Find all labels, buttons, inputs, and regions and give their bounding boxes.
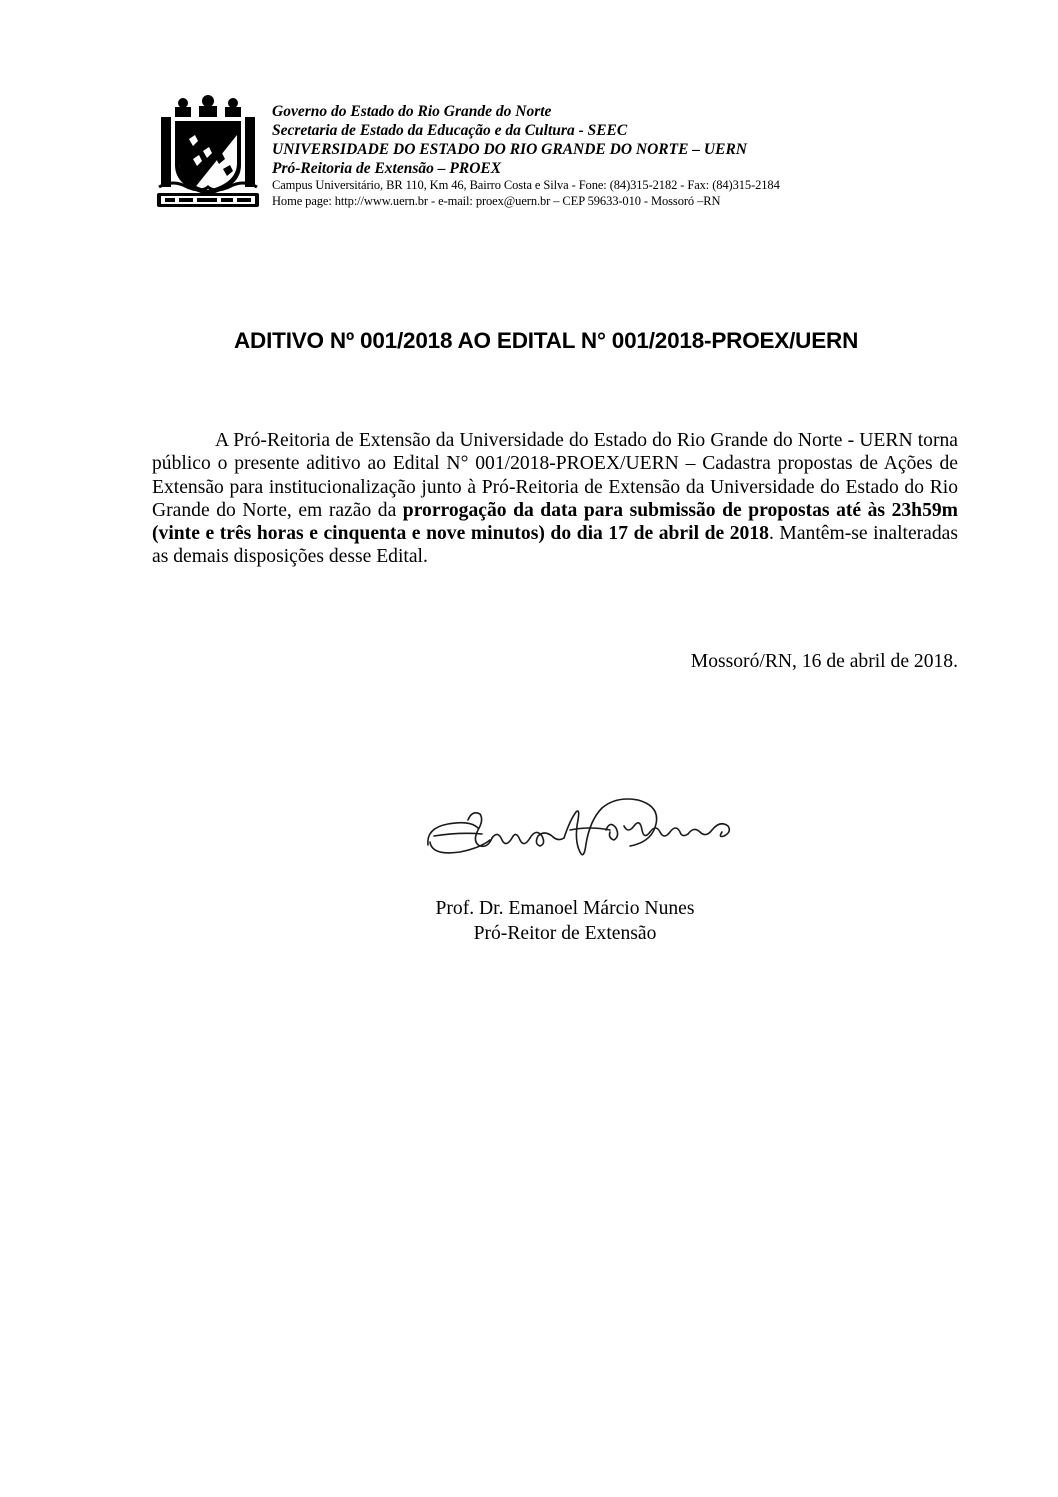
signer-block: [380, 897, 750, 946]
header-government-line: Governo do Estado do Rio Grande do Norte: [272, 103, 552, 120]
signer-name: Prof. Dr. Emanoel Márcio Nunes: [435, 898, 695, 919]
header-secretariat-line: Secretaria de Estado da Educação e da Cultura - SEEC: [272, 122, 628, 139]
body-text-bold: prorrogação da data para submissão de propostas até às 23h59m (vinte e três horas e cinquenta e nove minutos) do dia 17 de abril de 2018: [152, 499, 958, 545]
header-proex-line: Pró-Reitoria de Extensão – PROEX: [272, 160, 502, 177]
body-paragraph: [152, 429, 958, 569]
handwritten-signature: [420, 790, 750, 885]
body-text-part2: . Mantêm-se inalteradas as demais disposições desse Edital.: [152, 523, 958, 568]
date-line: Mossoró/RN, 16 de abril de 2018.: [690, 651, 958, 672]
header-address: Campus Universitário, BR 110, Km 46, Bairro Costa e Silva - Fone: (84)315-2182 - Fax: (84)315-2184: [272, 178, 780, 192]
header-university-line: UNIVERSIDADE DO ESTADO DO RIO GRANDE DO NORTE – UERN: [272, 141, 747, 158]
body-text-part1: A Pró-Reitoria de Extensão da Universidade do Estado do Rio Grande do Norte - UERN torna público o presente aditivo ao Edital N° 001/2018-PROEX/UERN – Cadastra propostas de Ações de Extensão para institucionalização junto à Pró-Reitoria de Extensão da Universidade do Estado do Rio Grande do Norte, em razão da: [152, 430, 958, 521]
header-contact: Home page: http://www.uern.br - e-mail: proex@uern.br – CEP 59633-010 - Mossoró –RN: [272, 193, 721, 208]
letterhead: [272, 102, 992, 209]
document-title: ADITIVO Nº 001/2018 AO EDITAL N° 001/2018-PROEX/UERN: [234, 328, 859, 353]
university-crest-logo: [153, 95, 263, 210]
signer-role: Pró-Reitor de Extensão: [473, 922, 657, 944]
